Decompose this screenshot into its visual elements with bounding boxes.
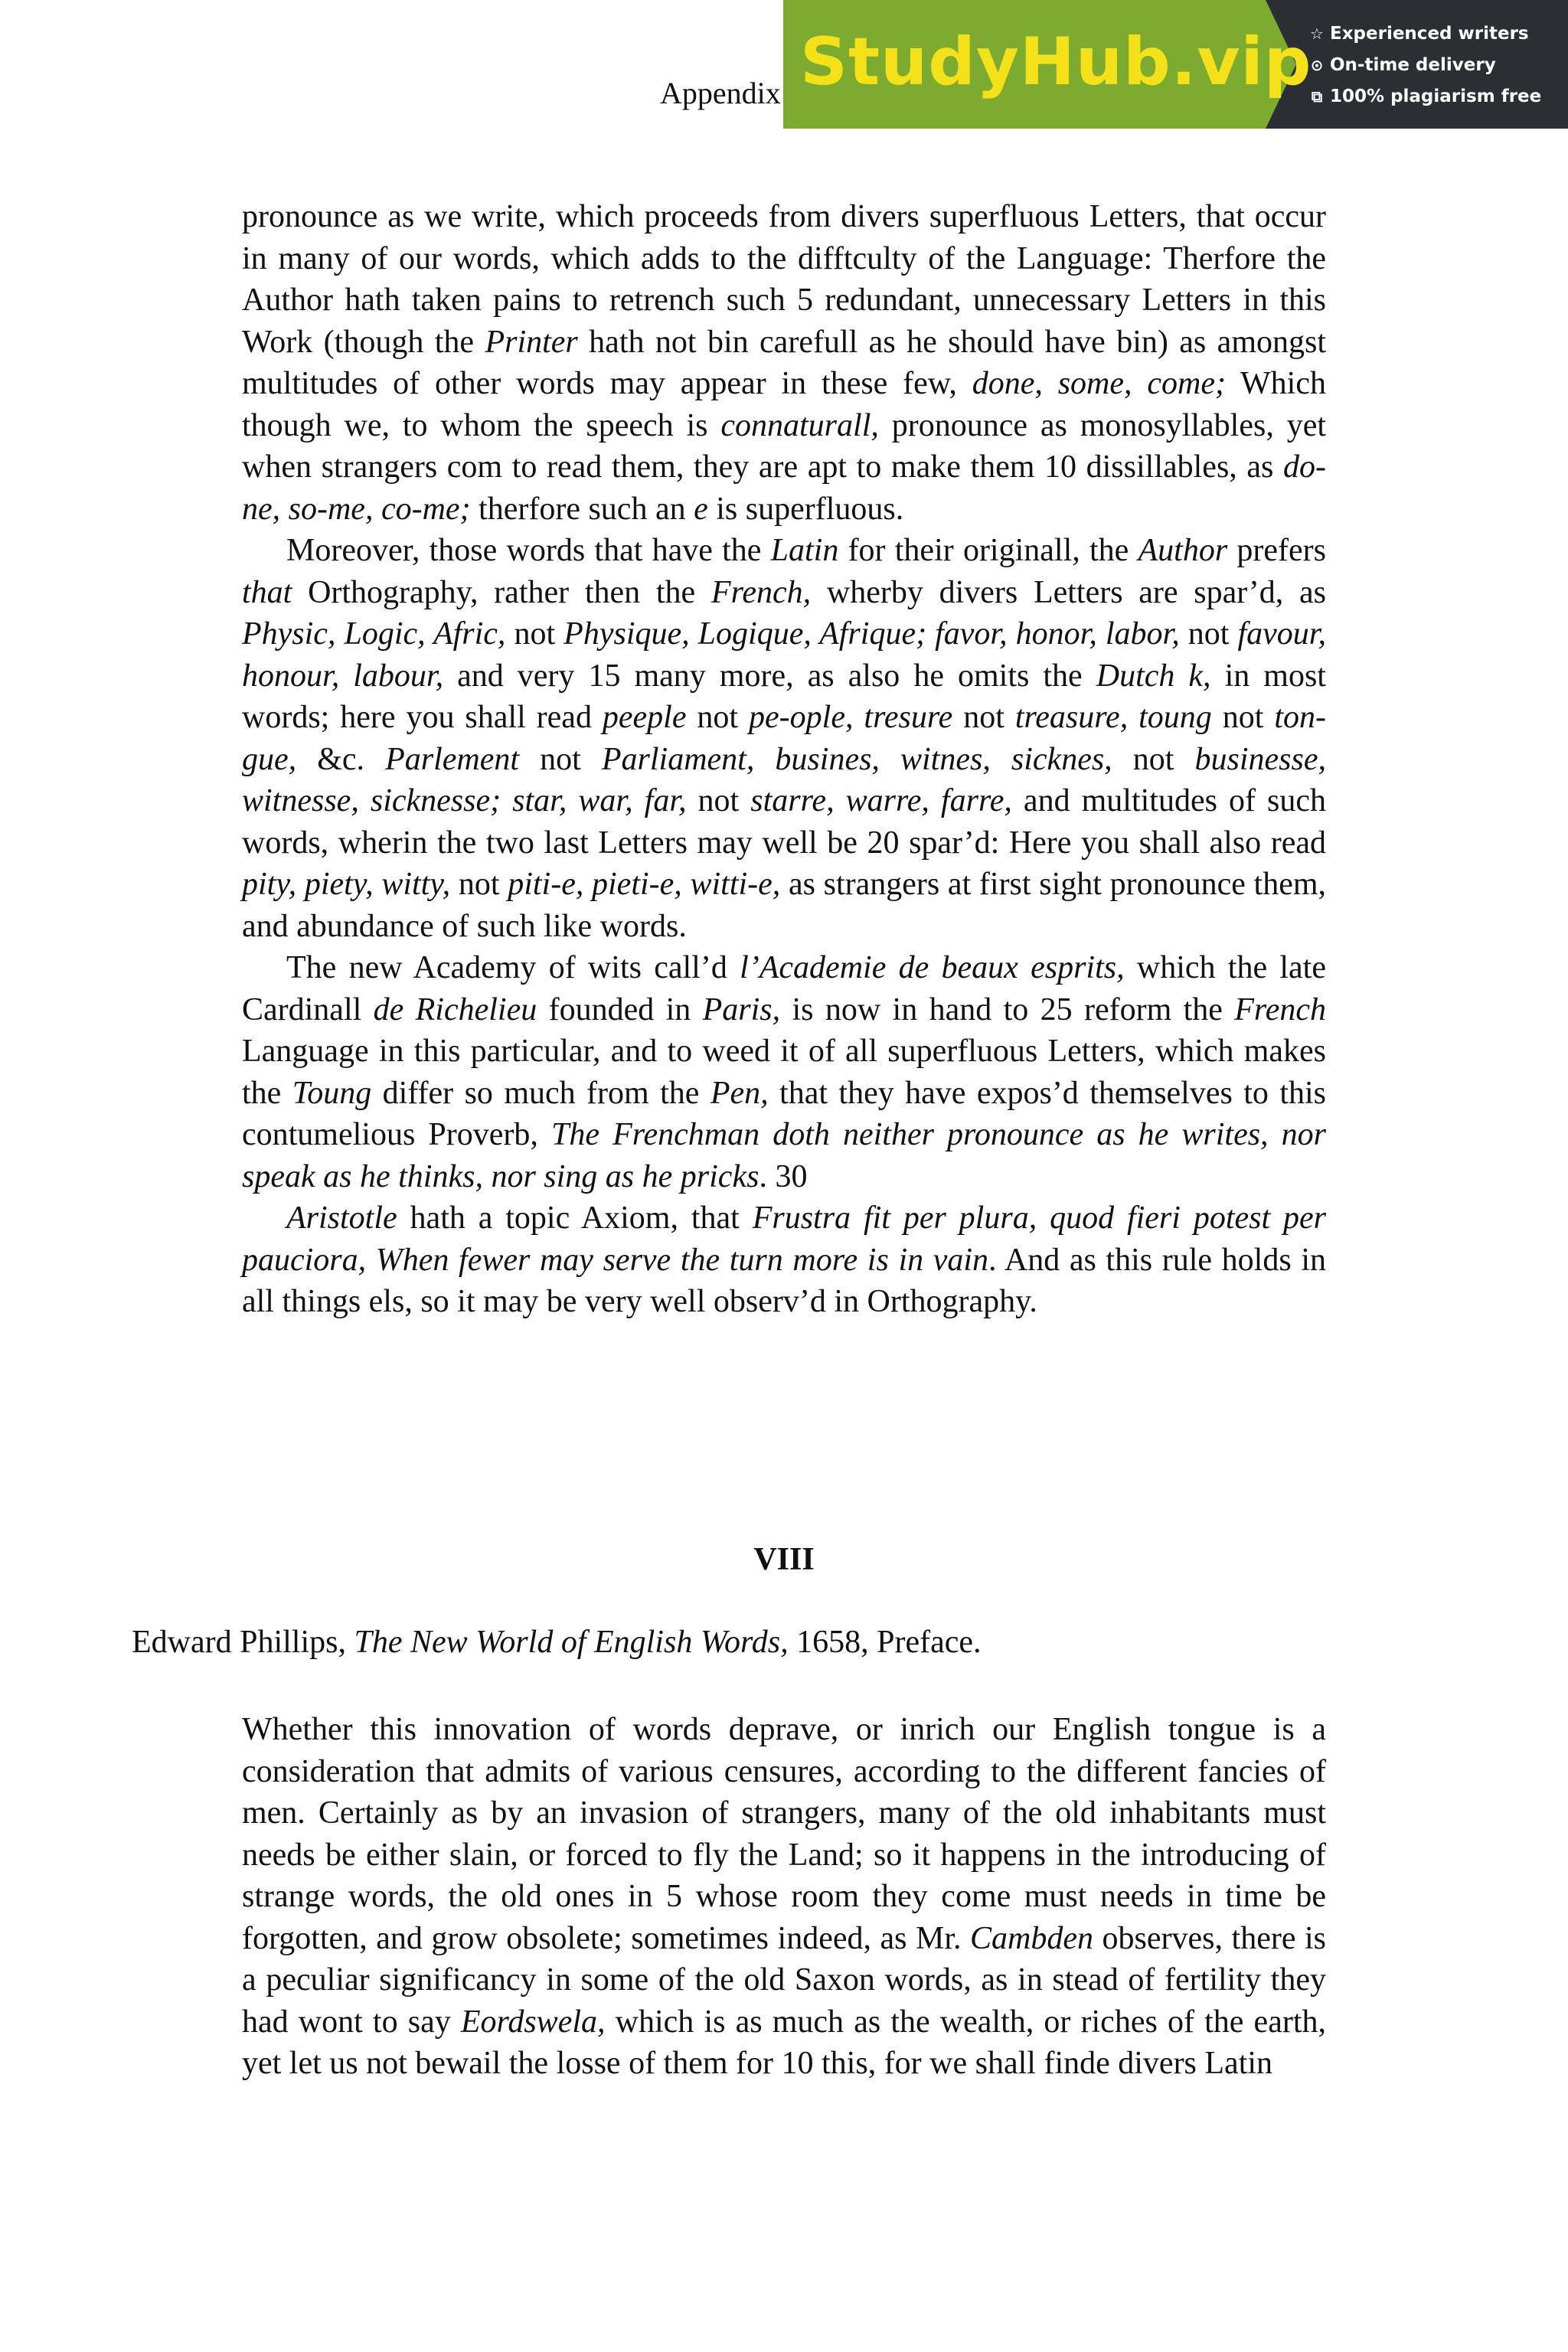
clock-icon: ⊙: [1310, 56, 1324, 74]
italic-text-run: connaturall,: [720, 407, 879, 443]
text-run: Language in this particular, and to weed it of all superfluous Letters, which makes the: [242, 1034, 1326, 1111]
text-run: Moreover, those words that have the: [286, 533, 771, 568]
text-run: . And as this rule holds in all things els, so it may be very well observ’d in Orthography.: [242, 1242, 1326, 1319]
studyhub-logo[interactable]: StudyHub.vip: [800, 24, 1312, 100]
italic-text-run: l’Academie de beaux esprits,: [740, 950, 1125, 985]
text-run: differ so much from the: [371, 1075, 710, 1111]
text-run: not: [505, 616, 564, 652]
italic-text-run: treasure, toung: [1014, 700, 1212, 735]
text-run: Edward Phillips,: [132, 1625, 354, 1660]
italic-text-run: The Frenchman doth neither pronounce as he writes, nor speak as he thinks, nor sing as he pricks: [242, 1117, 1326, 1194]
source-citation: [132, 1622, 982, 1663]
italic-text-run: that: [242, 574, 292, 610]
text-run: hath a topic Axiom, that: [397, 1200, 753, 1236]
italic-text-run: starre, warre, farre,: [750, 783, 1012, 818]
italic-text-run: Cambden: [970, 1920, 1094, 1956]
text-run: not: [1112, 741, 1195, 777]
paragraph: [242, 530, 1326, 947]
italic-text-run: piti-e, pieti-e, witti-e,: [508, 867, 781, 902]
text-run: Which though we, to whom the speech is: [242, 366, 1326, 443]
text-run: not: [519, 741, 602, 777]
text-run: not: [686, 783, 751, 818]
italic-text-run: Parliament, busines, witnes, sicknes,: [601, 741, 1112, 777]
text-run: hath not bin carefull as he should have bin) as amongst multitudes of other words may appear in these few,: [242, 324, 1326, 401]
banner-feature: [1308, 18, 1541, 50]
text-run: founded in: [537, 991, 703, 1027]
text-run: pronounce as we write, which proceeds from divers superfluous Letters, that occur in many of our words, which adds to the difftculty of the Language: Therfore the Author hath taken pains to retrench such 5 redundant, unnecessary Letters in this Work (though the: [242, 199, 1326, 360]
text-run: and multitudes of such words, wherin the two last Letters may well be 20 spar’d: Here you shall also read: [242, 783, 1327, 861]
paragraph: [242, 947, 1326, 1197]
banner-feature-label: On-time delivery: [1330, 55, 1496, 75]
text-run: 1658, Preface.: [788, 1625, 982, 1660]
banner-feature-label: 100% plagiarism free: [1330, 87, 1542, 106]
running-head: Appendix: [660, 76, 781, 110]
text-run: therfore such an: [470, 491, 694, 527]
italic-text-run: Latin: [770, 533, 839, 568]
italic-text-run: Toung: [292, 1075, 372, 1111]
italic-text-run: French,: [710, 574, 812, 610]
star-icon: ☆: [1310, 24, 1324, 43]
body-text-section-1: [242, 196, 1326, 1323]
italic-text-run: Author: [1138, 533, 1228, 568]
text-run: which is as much as the wealth, or riches of the earth, yet let us not bewail the losse of them for 10 this, for we shall finde divers Latin: [242, 2004, 1326, 2081]
italic-text-run: Eordswela,: [460, 2004, 606, 2040]
italic-text-run: French: [1234, 991, 1327, 1027]
text-run: for their originall, the: [838, 533, 1138, 568]
text-run: not: [686, 700, 750, 735]
italic-text-run: pity, piety, witty,: [242, 867, 451, 902]
italic-text-run: favour, honour, labour,: [242, 616, 1326, 694]
text-run: wherby divers Letters are spar’d, as: [811, 574, 1327, 610]
body-text-section-2: [242, 1709, 1326, 2085]
banner-feature: [1308, 50, 1541, 81]
text-run: Whether this innovation of words deprave, or inrich our English tongue is a consideration that admits of various censures, according to the different fancies of men. Certainly as by an invasion of strangers, many of the old inhabitants must needs be either slain, or forced to fly the Land; so it happens in the introducing of strange words, the old ones in 5 whose room they come must needs in time be forgotten, and grow obsolete; sometimes indeed, as Mr.: [242, 1712, 1326, 1956]
text-run: not: [952, 700, 1015, 735]
ad-banner[interactable]: [783, 0, 1568, 129]
italic-text-run: Paris,: [702, 991, 781, 1027]
text-run: which the late Cardinall: [242, 950, 1326, 1027]
section-number: VIII: [753, 1542, 815, 1577]
banner-feature-label: Experienced writers: [1330, 24, 1529, 44]
italic-text-run: peeple: [602, 700, 687, 735]
text-run: in most words; here you shall read: [242, 658, 1326, 735]
text-run: pronounce as monosyllables, yet when strangers com to read them, they are apt to make them 10 dissillables, as: [242, 407, 1326, 485]
banner-feature-list: [1308, 18, 1541, 113]
italic-text-run: Physique, Logique, Afrique; favor, honor, labor,: [564, 616, 1180, 652]
italic-text-run: Printer: [485, 324, 578, 360]
text-run: is superfluous.: [707, 491, 904, 527]
italic-text-run: de Richelieu: [373, 991, 537, 1027]
text-run: not: [1211, 700, 1275, 735]
text-run: The new Academy of wits call’d: [286, 950, 740, 985]
text-run: &c.: [296, 741, 386, 777]
italic-text-run: Physic, Logic, Afric,: [242, 616, 506, 652]
text-run: and very 15 many more, as also he omits the: [443, 658, 1096, 694]
italic-text-run: Frustra fit per plura, quod fieri potest per pauciora, When fewer may serve the turn more is in vain: [242, 1200, 1327, 1278]
italic-text-run: Dutch k,: [1096, 658, 1211, 694]
italic-text-run: e: [694, 491, 708, 527]
text-run: not: [450, 867, 508, 902]
italic-text-run: do-ne, so-me, co-me;: [242, 449, 1326, 527]
paragraph: [242, 196, 1326, 530]
paragraph: [242, 1197, 1326, 1323]
text-run: not: [1179, 616, 1238, 652]
text-run: that they have expos’d themselves to this contumelious Proverb,: [242, 1075, 1327, 1152]
text-run: prefers: [1227, 533, 1326, 568]
italic-text-run: Parlement: [385, 741, 520, 777]
italic-text-run: done, some, come;: [972, 366, 1226, 401]
paragraph: [242, 1709, 1326, 2085]
text-run: as strangers at first sight pronounce them, and abundance of such like words.: [242, 867, 1327, 944]
italic-text-run: Pen,: [710, 1075, 769, 1111]
text-run: . 30: [759, 1158, 808, 1194]
italic-text-run: Aristotle: [286, 1200, 397, 1236]
banner-feature: [1308, 81, 1541, 113]
italic-text-run: ton-gue,: [242, 700, 1327, 777]
italic-text-run: businesse, witnesse, sicknesse; star, war, far,: [242, 741, 1326, 818]
text-run: is now in hand to 25 reform the: [780, 991, 1235, 1027]
copy-icon: ⧉: [1311, 87, 1323, 106]
italic-text-run: The New World of English Words,: [354, 1625, 789, 1660]
italic-text-run: pe-ople, tresure: [749, 700, 953, 735]
text-run: observes, there is a peculiar significancy in some of the old Saxon words, as in stead of fertility they had wont to say: [242, 1920, 1326, 2040]
text-run: Orthography, rather then the: [292, 574, 711, 610]
